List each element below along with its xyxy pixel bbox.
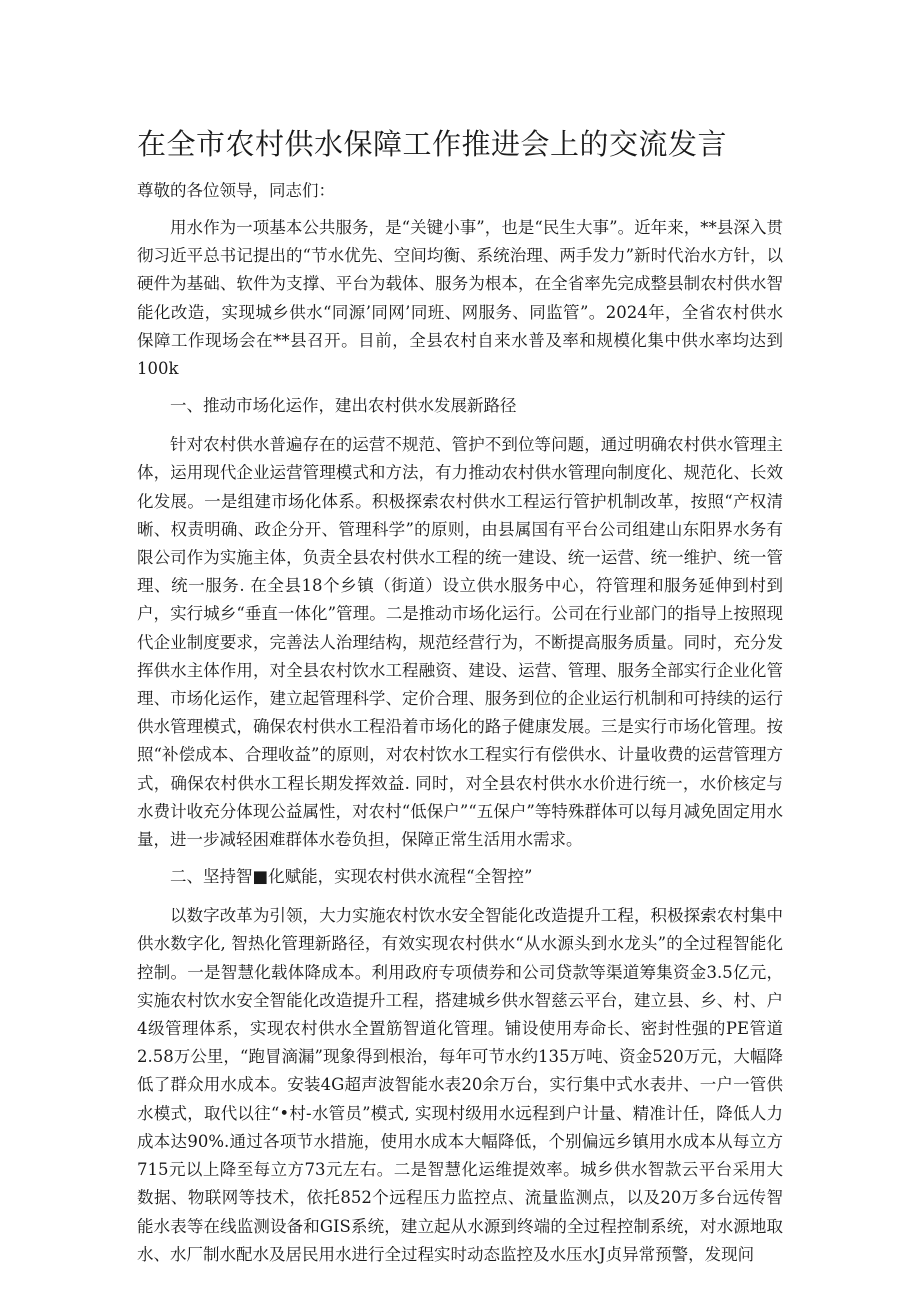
intro-paragraph: 用水作为一项基本公共服务，是“关键小事”，也是“民生大事”。近年来，**县深入贯彻习近平总书记提出的“节水优先、空间均衡、系统治理、两手发力”新时代治水方针，以硬件为基础、软件为支撑、平台为载体、服务为根本，在全省率先完成整县制农村供水智能化改造，实现城乡供水“同源’同网’同班、网服务、同监管”。2024年，全省农村供水保障工作现场会在**县召开。目前，全县农村自来水普及率和规模化集中供水率均达到100k (137, 218, 783, 379)
salutation: 尊敬的各位领导，同志们： (137, 181, 335, 200)
section-1-paragraph: 针对农村供水普遍存在的运营不规范、管护不到位等问题，通过明确农村供水管理主体，运用现代企业运营管理模式和方法，有力推动农村供水管理向制度化、规范化、长效化发展。一是组建市场化体系。积极探索农村供水工程运行管护机制改革，按照“产权清晰、权责明确、政企分开、管理科学”的原则，由县属国有平台公司组建山东阳界水务有限公司作为实施主体，负责全县农村供水工程的统一建设、统一运营、统一维护、统一管理、统一服务. 在全县18个乡镇（街道）设立供水服务中心，符管理和服务延伸到村到户，实行城乡“垂直一体化”管理。二是推动市场化运行。公司在行业部门的指导上按照现代企业制度要求，完善法人治理结构，规范经营行为，不断提高服务质量。同时，充分发挥供水主体作用，对全县农村饮水工程融资、建设、运营、管理、服务全部实行企业化管理、市场化运作，建立起管理科学、定价合理、服务到位的企业运行机制和可持续的运行供水管理模式，确保农村供水工程沿着市场化的路子健康发展。三是实行市场化管理。按照“补偿成本、合理收益”的原则，对农村饮水工程实行有偿供水、计量收费的运营管理方式，确保农村供水工程长期发挥效益. 同时，对全县农村供水水价进行统一，水价核定与水费计收充分体现公益属性，对农村“低保户”“五保户”等特殊群体可以每月减免固定用水量，进一步减轻困难群体水卷负担，保障正常生活用水需求。 (137, 435, 783, 850)
section-2-paragraph: 以数字改革为引领，大力实施农村饮水安全智能化改造提升工程，积极探索农村集中供水数字化, 智热化管理新路径，有效实现农村供水“从水源头到水龙头”的全过程智能化控制。一是智慧化载体降成本。利用政府专项债券和公司贷款等渠道筹集资金3.5亿元，实施农村饮水安全智能化改造提升工程，搭建城乡供水智慈云平台，建立县、乡、村、户4级管理体系，实现农村供水全置筋智道化管理。铺设使用寿命长、密封性强的PE管道2.58万公里，“跑冒滴漏”现象得到根治，每年可节水约135万吨、资金520万元，大幅降低了群众用水成本。安装4G超声波智能水表20余万台，实行集中式水表井、一户一管供水模式，取代以往“•村-水管员”模式, 实现村级用水远程到户计量、精准计任，降低人力成本达90%.通过各项节水措施，使用水成本大幅降低，个别偏远乡镇用水成本从每立方715元以上降至每立方73元左右。二是智慧化运维提效率。城乡供水智款云平台采用大数据、物联网等技术，依托852个远程压力监控点、流量监测点，以及20万多台远传智能水表等在线监测设备和GIS系统，建立起从水源到终端的全过程控制系统，对水源地取水、水厂制水配水及居民用水进行全过程实时动态监控及水压水J贞异常预警，发现问 (137, 906, 783, 1264)
document-page (137, 118, 783, 1279)
section-1-heading: 一、推动市场化运作，建出农村供水发展新路径 (170, 396, 517, 416)
section-2-heading: 二、坚持智■化赋能，实现农村供水流程“全智控” (170, 867, 533, 887)
document-title: 在全市农村供水保障工作推进会上的交流发言 (137, 127, 728, 161)
